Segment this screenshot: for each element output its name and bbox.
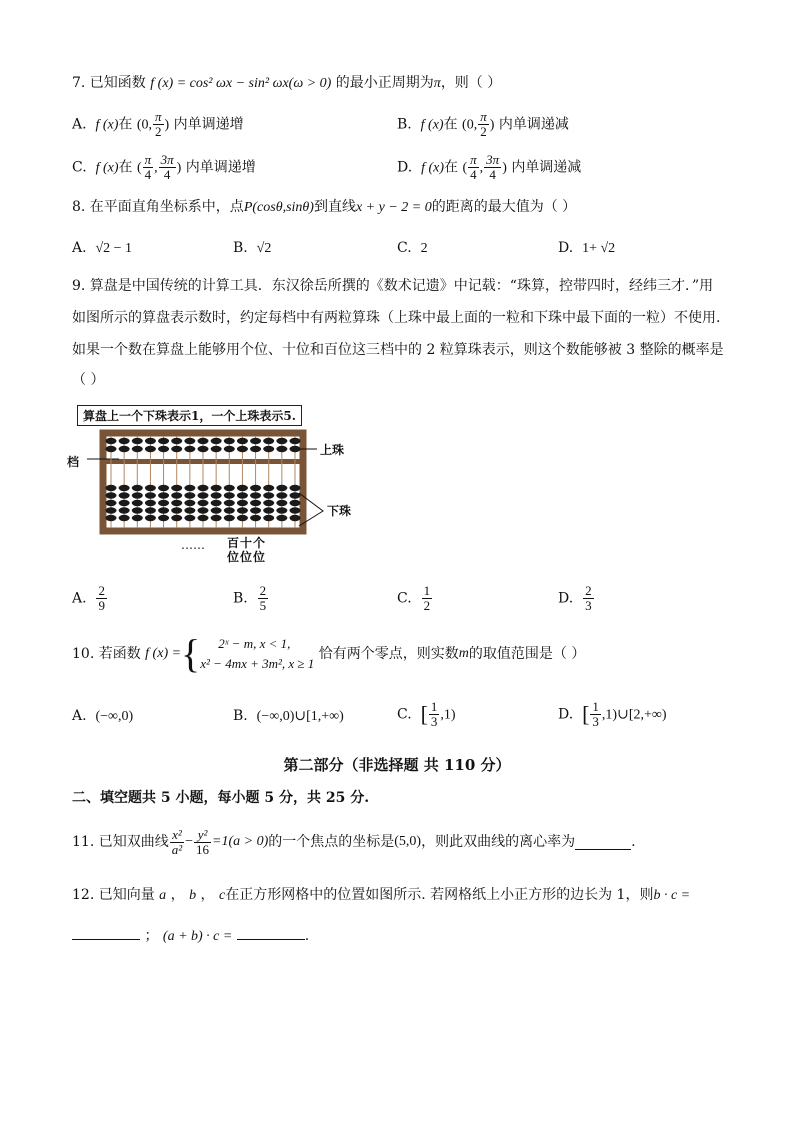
label-upper-bead: 上珠 [320,443,345,457]
abacus-lower-bead [250,492,261,498]
q10-option-b[interactable]: B. (−∞,0)∪[1,+∞) [233,708,344,724]
abacus-lower-bead [250,515,261,521]
abacus-lower-bead [145,485,156,491]
abacus-lower-bead [250,500,261,506]
part2-title: 第二部分（非选择题 共 110 分） [283,756,511,774]
abacus-upper-bead [184,446,195,452]
abacus-lower-bead [224,485,235,491]
q12-line-1: 12. 已知向量 a ， b ， c在正方形网格中的位置如图所示. 若网格纸上小正方形的边长为 1，则b · c = [72,887,691,903]
abacus-upper-bead [106,446,117,452]
q8-option-d[interactable]: D. 1+ √2 [558,240,616,256]
fraction: $\frac{3\pi}{4}$ [160,152,174,182]
abacus-upper-bead [237,438,248,444]
piecewise-cases: 2ˣ − m, x < 1, x² − 4mx + 3m², x ≥ 1 [200,636,315,671]
fraction: $\frac{2}{5}$ [259,583,267,613]
abacus-lower-bead [119,500,130,506]
abacus-upper-bead [132,446,143,452]
q9-line-4: （ ） [72,372,105,388]
abacus-lower-bead [250,507,261,513]
abacus-lower-bead [211,515,222,521]
abacus-upper-bead [224,446,235,452]
abacus-lower-bead [263,492,274,498]
abacus-lower-bead [145,492,156,498]
abacus-lower-bead [132,500,143,506]
abacus-upper-bead [171,438,182,444]
abacus-upper-bead [145,446,156,452]
abacus-lower-bead [198,507,209,513]
abacus-caption: 算盘上一个下珠表示1，一个上珠表示5. [77,405,302,426]
abacus-lower-bead [171,515,182,521]
abacus-lower-bead [290,492,301,498]
abacus-lower-bead [263,515,274,521]
q10-option-a[interactable]: A. (−∞,0) [72,708,134,724]
abacus-upper-bead [290,446,301,452]
abacus-lower-bead [211,500,222,506]
abacus-upper-bead [145,438,156,444]
abacus-lower-bead [158,500,169,506]
abacus-lower-bead [184,507,195,513]
abacus-upper-bead [290,438,301,444]
abacus-lower-bead [171,492,182,498]
abacus-lower-bead [224,500,235,506]
abacus-lower-bead [106,492,117,498]
q9-line-1: 9. 算盘是中国传统的计算工具．东汉徐岳所撰的《数术记遗》中记载：“珠算，控带四时，经纬三才．”用 [72,278,714,294]
abacus-lower-bead [145,500,156,506]
fraction: $\frac{\pi}{4}$ [144,152,152,182]
label-places-bottom: 位位位 [227,550,267,564]
answer-blank[interactable] [575,835,631,850]
abacus-upper-bead [119,446,130,452]
fraction: $\frac{\text{y²}}{16}$ [196,826,210,857]
abacus-lower-bead [171,485,182,491]
abacus-lower-bead [198,492,209,498]
abacus-lower-bead [290,485,301,491]
q10-option-c[interactable]: C. [ $\frac{1}{3}$ ,1) [397,699,456,729]
abacus-upper-bead [211,446,222,452]
q11-stem: 11. 已知双曲线 $\frac{\text{x²}}{\text{a²}}$ − $\frac{\text{y²}}{16}$ =1(a > 0) 的一个焦点的坐标是 (5,0) ，则此双曲线的离心率为 . [72,826,636,857]
abacus-lower-bead [290,507,301,513]
abacus-lower-bead [145,515,156,521]
abacus-lower-bead [145,507,156,513]
abacus-figure [67,405,365,565]
q9-option-b[interactable]: B. $\frac{2}{5}$ [233,583,267,613]
q9-line-3: 如果一个数在算盘上能够用个位、十位和百位这三档中的 2 粒算珠表示，则这个数能够被 3 整除的概率是 [72,342,724,358]
abacus-lower-bead [132,507,143,513]
q10-stem: 10. 若函数 f (x) = { 2ˣ − m, x < 1, x² − 4mx + 3m², x ≥ 1 恰有两个零点，则实数 m 的取值范围是（ ） [72,631,586,676]
fraction: $\frac{3\pi}{4}$ [486,152,500,182]
abacus-upper-bead [276,438,287,444]
abacus-lower-bead [184,500,195,506]
abacus-svg [75,405,365,565]
abacus-lower-bead [276,515,287,521]
abacus-upper-bead [250,446,261,452]
abacus-lower-bead [198,485,209,491]
abacus-lower-bead [263,507,274,513]
abacus-lower-bead [211,492,222,498]
q9-option-c[interactable]: C. $\frac{1}{2}$ [397,583,431,613]
label-places-top: 百十个 [227,536,267,550]
abacus-lower-bead [106,500,117,506]
abacus-upper-bead [263,438,274,444]
label-dots: …… [181,538,205,552]
label-lower-bead: 下珠 [327,504,352,518]
section2-title: 二、填空题共 5 小题，每小题 5 分，共 25 分. [72,790,370,806]
abacus-lower-bead [290,500,301,506]
abacus-lower-bead [198,500,209,506]
q8-stem: 8. 在平面直角坐标系中，点P(cosθ,sinθ)到直线x + y − 2 = 0的距离的最大值为（ ） [72,199,577,215]
abacus-lower-bead [237,485,248,491]
q7-option-c[interactable]: C. f (x)在 ( $\frac{\pi}{4}$ , $\frac{3\pi}{4}$ ) 内单调递增 [72,152,256,182]
abacus-lower-bead [263,500,274,506]
abacus-lower-bead [224,515,235,521]
abacus-upper-bead [106,438,117,444]
abacus-lower-bead [158,507,169,513]
abacus-lower-bead [250,485,261,491]
abacus-lower-bead [211,485,222,491]
abacus-upper-bead [132,438,143,444]
abacus-upper-bead [198,446,209,452]
abacus-lower-bead [106,515,117,521]
fraction: $\frac{1}{3}$ [592,699,599,729]
abacus-lower-bead [119,507,130,513]
abacus-lower-bead [158,515,169,521]
q9-option-d[interactable]: D. $\frac{2}{3}$ [558,583,592,613]
abacus-lower-bead [106,507,117,513]
answer-blank-2[interactable] [237,925,305,940]
abacus-lower-bead [198,515,209,521]
fraction: $\frac{\pi}{2}$ [155,109,162,139]
abacus-lower-bead [224,507,235,513]
fraction: $\frac{1}{3}$ [430,699,438,729]
abacus-lower-bead [184,485,195,491]
abacus-upper-bead [171,446,182,452]
q7-option-a[interactable]: A. f (x)在 (0, $\frac{\pi}{2}$ ) 内单调递增 [72,109,244,139]
q7-option-b[interactable]: B. f (x)在 (0, $\frac{\pi}{2}$ ) 内单调递减 [397,109,569,139]
abacus-lower-bead [237,500,248,506]
abacus-upper-bead [158,438,169,444]
fraction: $\frac{\pi}{4}$ [470,152,477,182]
abacus-lower-bead [276,485,287,491]
fraction: $\frac{1}{2}$ [423,583,431,613]
q10-option-d[interactable]: D. [ $\frac{1}{3}$ ,1)∪[2,+∞) [558,699,667,729]
abacus-upper-bead [198,438,209,444]
abacus-upper-bead [119,438,130,444]
abacus-lower-bead [184,492,195,498]
abacus-lower-bead [276,500,287,506]
abacus-upper-bead [184,438,195,444]
q8-option-a[interactable]: A. √2 − 1 [72,240,133,256]
q7-stem: 7. 已知函数 f (x) = cos² ωx − sin² ωx(ω > 0) 的最小正周期为π，则（ ） [72,75,502,91]
abacus-lower-bead [106,485,117,491]
abacus-upper-bead [211,438,222,444]
fraction: $\frac{2}{3}$ [585,583,592,613]
abacus-lower-bead [237,507,248,513]
brace: { [181,631,201,676]
abacus-lower-bead [132,492,143,498]
abacus-lower-bead [119,515,130,521]
abacus-lower-bead [158,492,169,498]
fraction: $\frac{\text{x²}}{\text{a²}}$ [171,826,183,857]
q9-option-a[interactable]: A. $\frac{2}{9}$ [72,583,105,613]
fraction: $\frac{2}{9}$ [98,583,105,613]
q8-option-c[interactable]: C. 2 [397,240,428,256]
abacus-lower-bead [237,492,248,498]
abacus-upper-bead [237,446,248,452]
q12-line-2: ； (a + b) · c = . [72,925,309,947]
abacus-lower-bead [132,485,143,491]
abacus-lower-bead [263,485,274,491]
abacus-upper-bead [276,446,287,452]
abacus-lower-bead [158,485,169,491]
fraction: $\frac{\pi}{2}$ [480,109,487,139]
abacus-lower-bead [184,515,195,521]
abacus-lower-bead [224,492,235,498]
abacus-lower-bead [276,507,287,513]
abacus-lower-bead [171,507,182,513]
q9-line-2: 如图所示的算盘表示数时，约定每档中有两粒算珠（上珠中最上面的一粒和下珠中最下面的一粒）不使用. [72,310,721,326]
abacus-lower-bead [237,515,248,521]
abacus-lower-bead [290,515,301,521]
q7-option-d[interactable]: D. f (x)在 ( $\frac{\pi}{4}$ , $\frac{3\pi}{4}$ ) 内单调递减 [397,152,582,182]
answer-blank-1[interactable] [72,925,140,940]
abacus-lower-bead [119,485,130,491]
label-dang: 档 [67,455,80,469]
abacus-upper-bead [250,438,261,444]
abacus-lower-bead [132,515,143,521]
abacus-lower-bead [276,492,287,498]
abacus-lower-bead [171,500,182,506]
abacus-upper-bead [158,446,169,452]
abacus-upper-bead [263,446,274,452]
q8-option-b[interactable]: B. √2 [233,240,272,256]
abacus-lower-bead [211,507,222,513]
q7-formula: f (x) = cos² ωx − sin² ωx(ω > 0) [150,76,332,91]
abacus-lower-bead [119,492,130,498]
abacus-upper-bead [224,438,235,444]
